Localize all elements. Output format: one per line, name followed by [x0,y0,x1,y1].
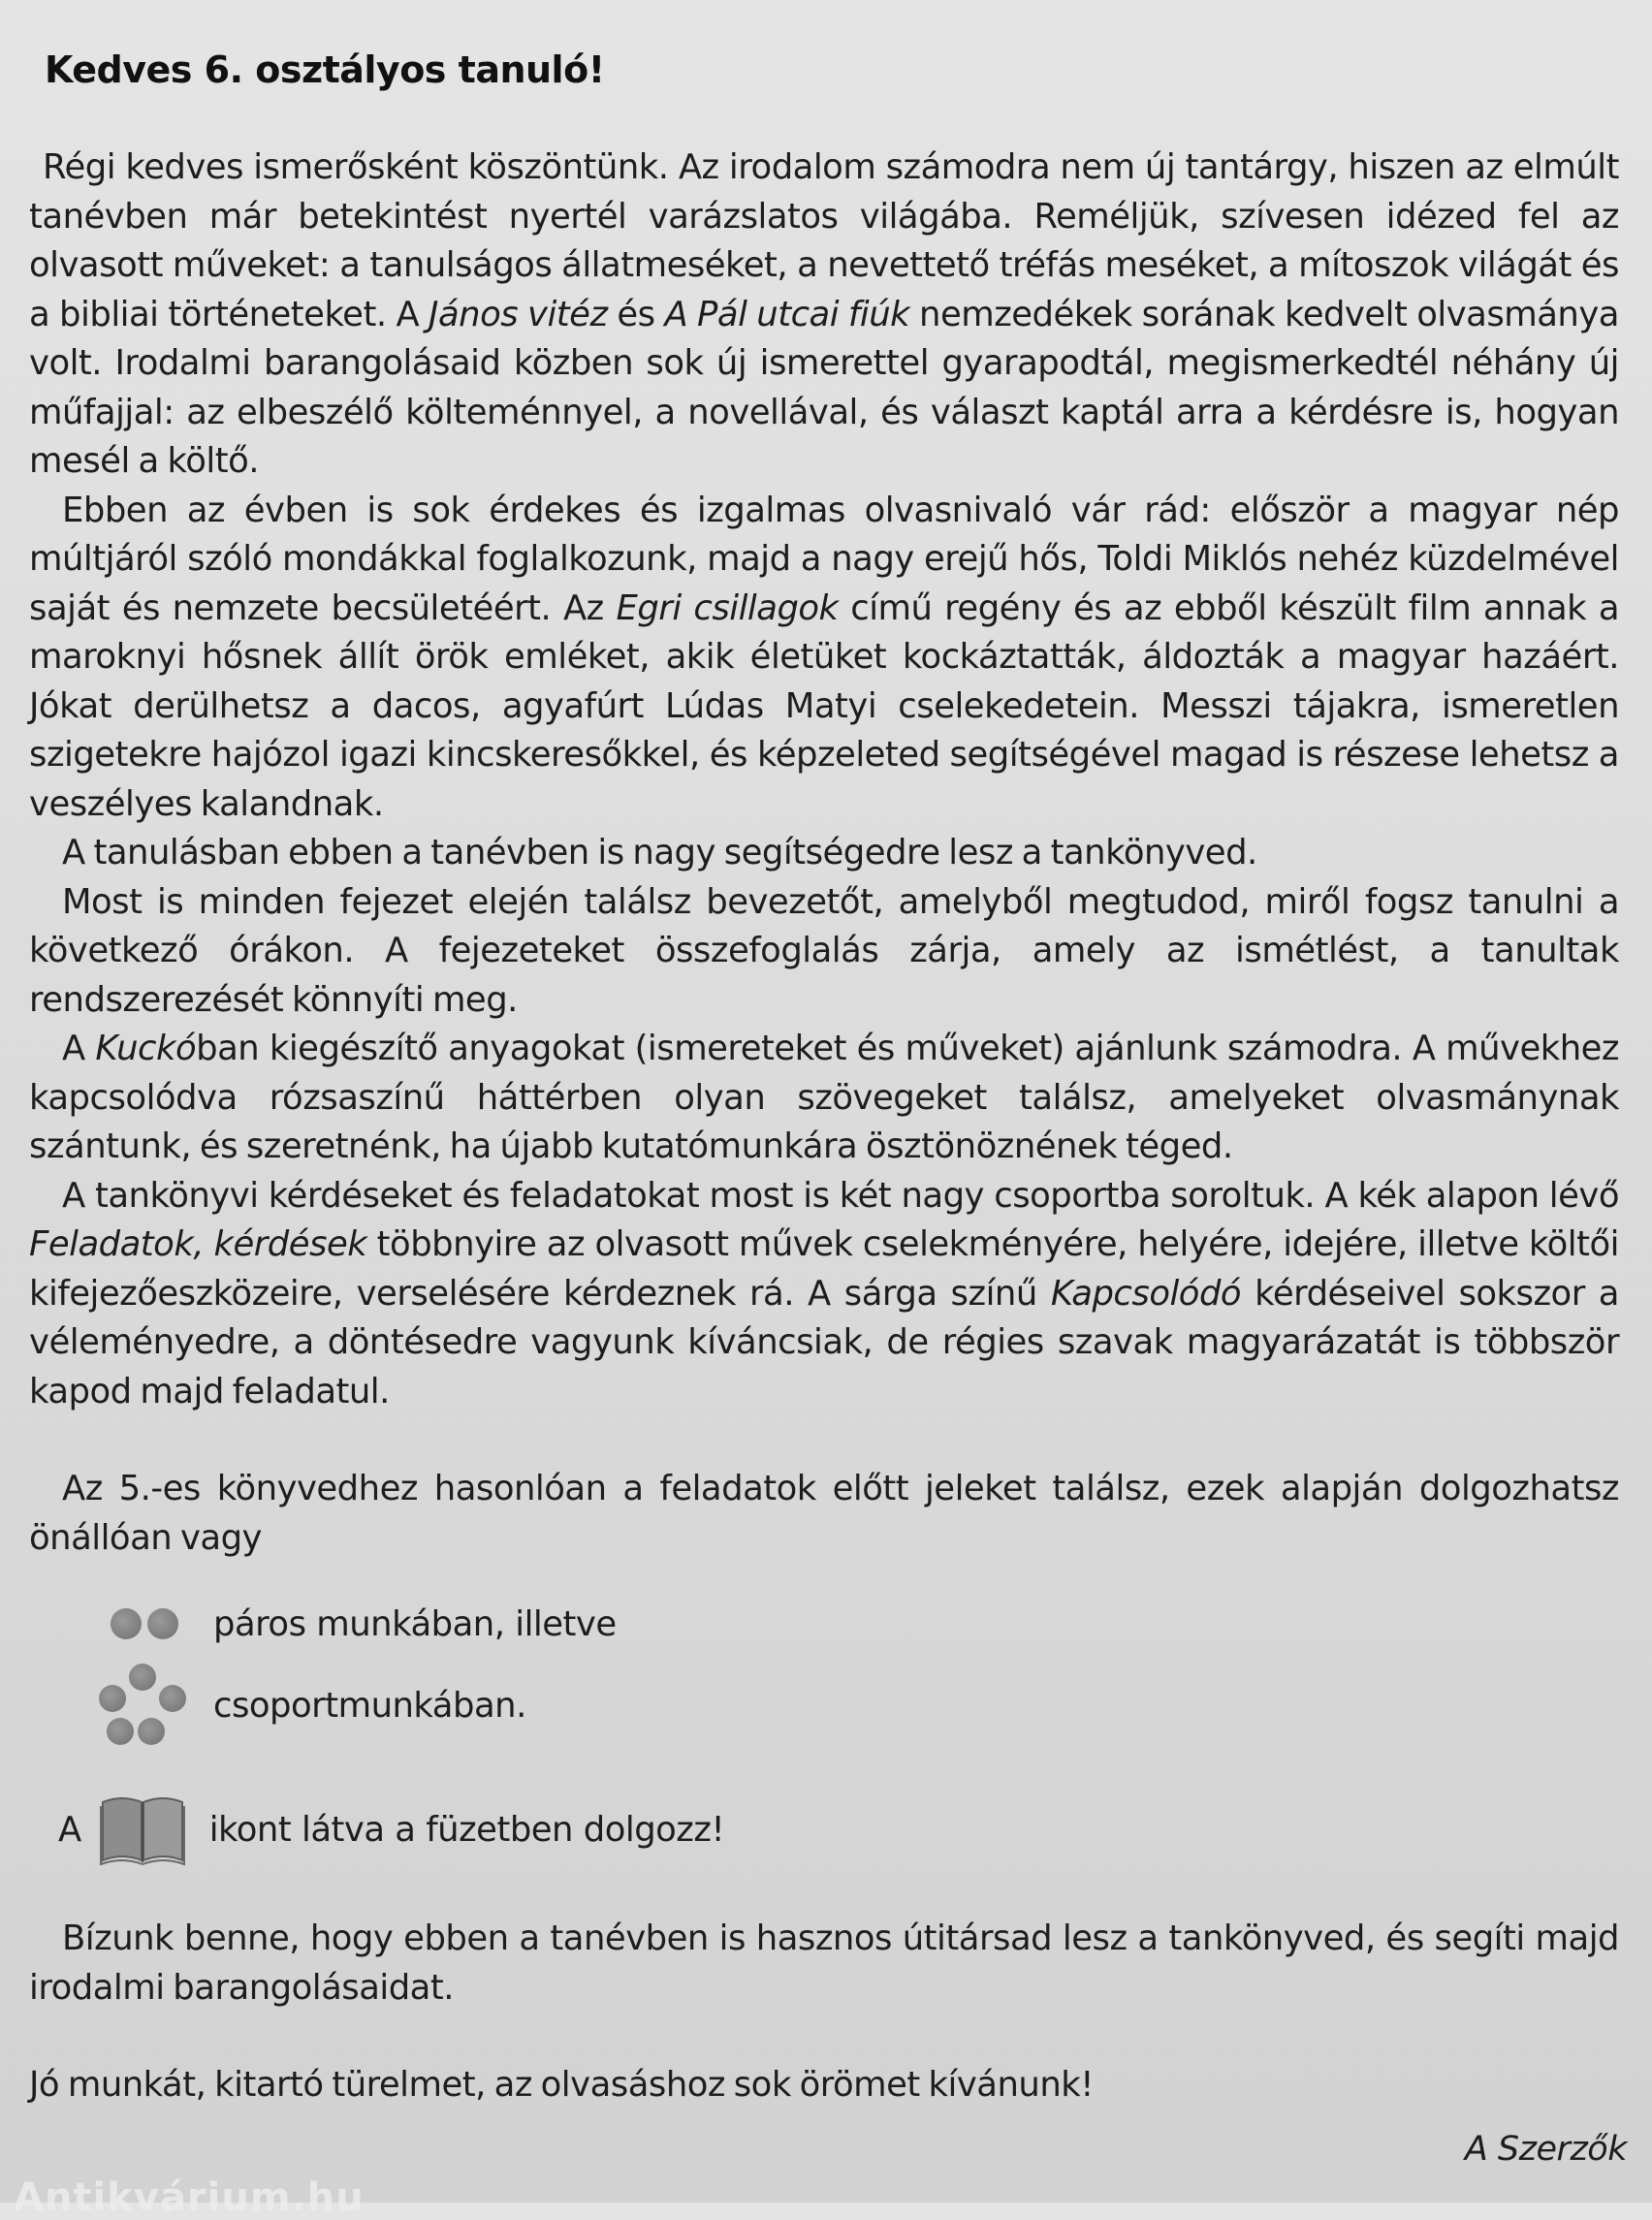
text-run: A [62,1029,96,1068]
italic-title: János vitéz [429,294,608,334]
text-run: A tanulásban ebben a tanévben is nagy segítségedre lesz a tankönyved. [62,833,1257,872]
group-work-row [99,1657,1619,1754]
watermark: Antikvárium.hu [14,2175,365,2220]
body-text [29,143,1619,1563]
paragraph-6 [29,1172,1619,1417]
italic-title: Kuckó [95,1029,197,1068]
italic-title: Feladatok, kérdések [29,1224,367,1264]
notebook-row [58,1791,1619,1868]
signature: A Szerzők [1464,2130,1627,2169]
notebook-prefix: A [58,1809,81,1850]
text-run: többnyire az olvasott művek cselekményére, helyére, idejére, illetve költői kifejezőeszközeire, verselésére kérdeznek rá. A sárga színű [29,1224,1619,1314]
pair-work-row [111,1595,1619,1653]
text-run: Most is minden fejezet elején találsz bevezetőt, amelyből megtudod, miről fogsz tanulni a következő órákon. A fejezeteket összefoglalás zárja, amely az ismétlést, a tanultak rendszerezését könnyíti meg. [29,881,1619,1020]
text-run: kérdéseivel sokszor a véleményedre, a döntésedre vagyunk kíváncsiak, de régies szavak magyarázatát is többször kapod majd feladatul. [29,1273,1619,1411]
closing-block [29,1915,1619,2110]
pair-work-icon [111,1608,186,1639]
notebook-label: ikont látva a füzetben dolgozz! [208,1809,725,1850]
text-run: ban kiegészítő anyagokat (ismereteket és műveket) ajánlunk számodra. A művekhez kapcsolódva rózsaszínű háttérben olyan szövegeket találsz, amelyeket olvasmánynak szántunk, és szeretnénk, ha újabb kutatómunkára ösztönöznének téged. [29,1029,1619,1166]
open-book-icon [99,1792,186,1866]
text-run: Régi kedves ismerősként köszöntünk. Az irodalom számodra nem új tantárgy, hiszen az elmúlt tanévben már betekintést nyertél varázslatos világába. Reméljük, szívesen idézed fel az olvasott műveket: a tanulságos állatmeséket, a nevettető tréfás meséket, a mítoszok világát és a bibliai történeteket. A [29,147,1619,334]
paragraph-2 [29,487,1619,830]
wish-text: Jó munkát, kitartó türelmet, az olvasáshoz sok örömet kívánunk! [29,2065,1094,2105]
italic-title: A Pál utcai fiúk [664,294,910,334]
paragraph-4 [29,878,1619,1026]
text-run: és [607,294,665,334]
closing-text: Bízunk benne, hogy ebben a tanévben is hasznos útitársad lesz a tankönyved, és segíti majd irodalmi barangolásaidat. [29,1919,1619,2008]
page-title: Kedves 6. osztályos tanuló! [45,48,605,91]
group-work-label: csoportmunkában. [213,1685,526,1726]
italic-title: Kapcsolódó [1050,1273,1242,1314]
paragraph-3 [29,829,1619,878]
text-run: című regény és az ebből készült film annak a maroknyi hősnek állít örök emléket, akik életüket kockáztatták, áldozták a magyar hazáért. Jókat derülhetsz a dacos, agyafúrt Lúdas Matyi cselekedetein. Messzi tájakra, ismeretlen szigetekre hajózol igazi kincskeresőkkel, és képzeleted segítségével magad is részese lehetsz a veszélyes kalandnak. [29,587,1620,824]
italic-title: Egri csillagok [616,587,839,628]
paragraph-1 [29,143,1619,487]
icons-intro: Az 5.-es könyvedhez hasonlóan a feladatok előtt jeleket találsz, ezek alapján dolgozhatsz önállóan vagy [29,1469,1619,1558]
paragraph-5 [29,1025,1619,1172]
text-run: Ebben az évben is sok érdekes és izgalmas olvasnivaló vár rád: először a magyar nép múltjáról szóló mondákkal foglalkozunk, majd a nagy erejű hős, Toldi Miklós nehéz küzdelmével saját és nemzete becsületéért. Az [29,490,1619,628]
pair-work-label: páros munkában, illetve [213,1603,617,1644]
text-run: nemzedékek sorának kedvelt olvasmánya volt. Irodalmi barangolásaid közben sok új ismerettel gyarapodtál, megismerkedtél néhány új műfajjal: az elbeszélő költeménnyel, a novellával, és választ kaptál arra a kérdésre is, hogyan mesél a költő. [29,294,1619,481]
text-run: A tankönyvi kérdéseket és feladatokat most is két nagy csoportba soroltuk. A kék alapon lévő [62,1175,1619,1216]
group-work-icon [99,1662,186,1749]
